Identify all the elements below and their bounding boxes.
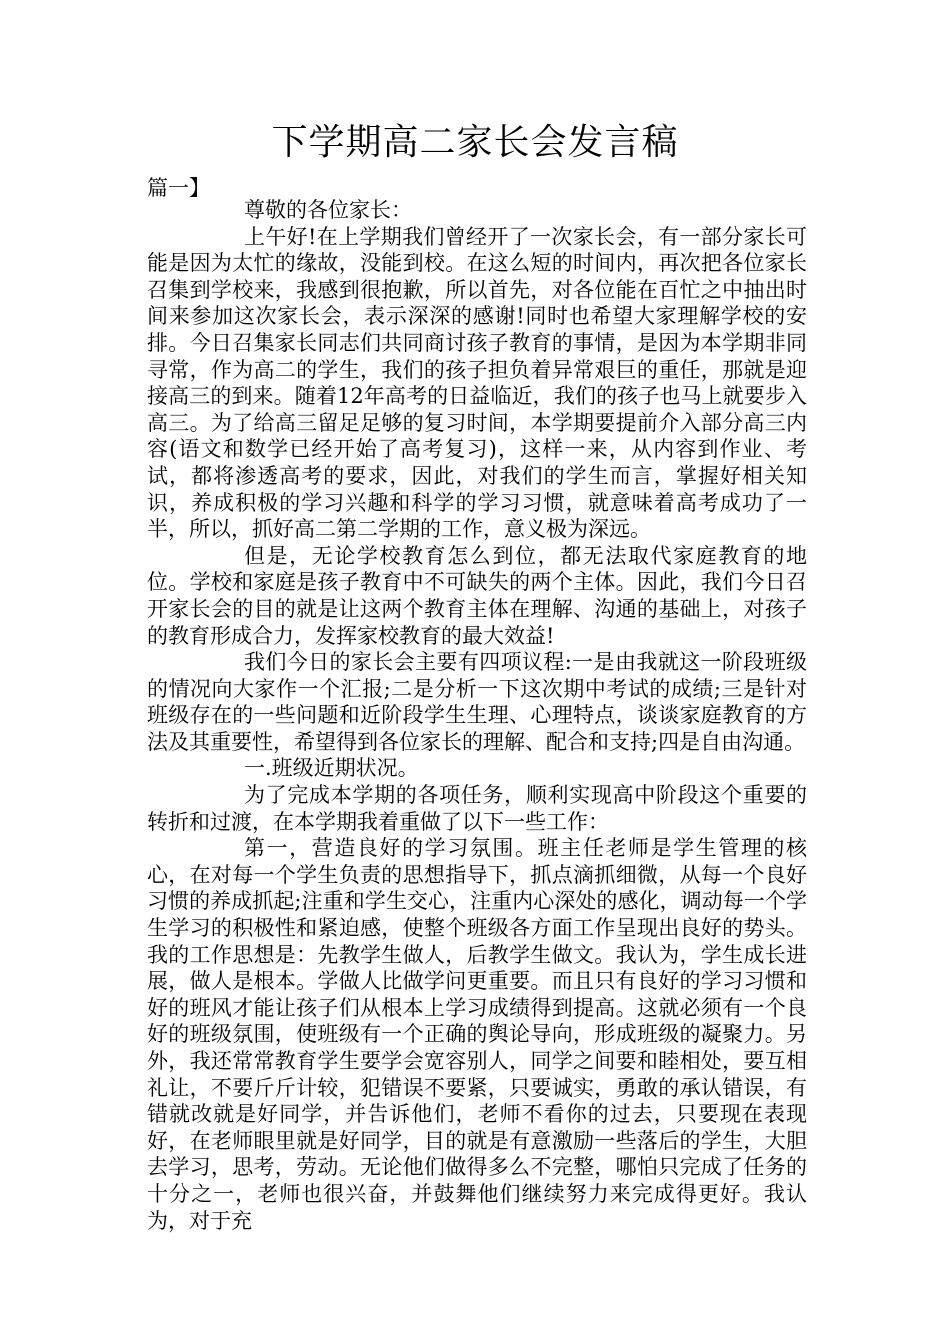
document-body xyxy=(147,197,807,1234)
body-paragraph: 上午好!在上学期我们曾经开了一次家长会，有一部分家长可能是因为太忙的缘故，没能到校。在这么短的时间内，再次把各位家长召集到学校来，我感到很抱歉，所以首先，对各位能在百忙之中抽出时间来参加这次家长会，表示深深的感谢!同时也希望大家理解学校的安排。今日召集家长同志们共同商讨孩子教育的事情，是因为本学期非同寻常，作为高二的学生，我们的孩子担负着异常艰巨的重任，那就是迎接高三的到来。随着12年高考的日益临近，我们的孩子也马上就要步入高三。为了给高三留足足够的复习时间，本学期要提前介入部分高三内容(语文和数学已经开始了高考复习)，这样一来，从内容到作业、考试，都将渗透高考的要求，因此，对我们的学生而言，掌握好相关知识，养成积极的学习兴趣和科学的学习习惯，就意味着高考成功了一半，所以，抓好高二第二学期的工作，意义极为深远。 xyxy=(147,224,807,542)
section-label: 篇一】 xyxy=(147,176,210,200)
body-paragraph: 但是，无论学校教育怎么到位，都无法取代家庭教育的地位。学校和家庭是孩子教育中不可缺失的两个主体。因此，我们今日召开家长会的目的就是让这两个教育主体在理解、沟通的基础上，对孩子的教育形成合力，发挥家校教育的最大效益! xyxy=(147,543,807,648)
body-paragraph: 为了完成本学期的各项任务，顺利实现高中阶段这个重要的转折和过渡，在本学期我着重做了以下一些工作： xyxy=(147,783,807,834)
salutation-paragraph: 尊敬的各位家长： xyxy=(244,198,412,222)
body-paragraph: 第一，营造良好的学习氛围。班主任老师是学生管理的核心，在对每一个学生负责的思想指导下，抓点滴抓细微，从每一个良好习惯的养成抓起;注重和学生交心，注重内心深处的感化，调动每一个学生学习的积极性和紧迫感，使整个班级各方面工作呈现出良好的势头。我的工作思想是：先教学生做人，后教学生做文。我认为，学生成长进展，做人是根本。学做人比做学问更重要。而且只有良好的学习习惯和好的班风才能让孩子们从根本上学习成绩得到提高。这就必须有一个良好的班级氛围，使班级有一个正确的舆论导向，形成班级的凝聚力。另外，我还常常教育学生要学会宽容别人，同学之间要和睦相处，要互相礼让，不要斤斤计较，犯错误不要紧，只要诚实，勇敢的承认错误，有错就改就是好同学，并告诉他们，老师不看你的过去，只要现在表现好，在老师眼里就是好同学，目的就是有意激励一些落后的学生，大胆去学习，思考，劳动。无论他们做得多么不完整，哪怕只完成了任务的十分之一，老师也很兴奋，并鼓舞他们继续努力来完成得更好。我认为，对于充 xyxy=(147,836,807,1233)
body-paragraph: 我们今日的家长会主要有四项议程:一是由我就这一阶段班级的情况向大家作一个汇报;二是分析一下这次期中考试的成绩;三是针对班级存在的一些问题和近阶段学生生理、心理特点，谈谈家庭教育的方法及其重要性，希望得到各位家长的理解、配合和支持;四是自由沟通。 xyxy=(147,650,807,754)
document-title: 下学期高二家长会发言稿 xyxy=(271,122,679,163)
section-heading: 一.班级近期状况。 xyxy=(244,756,419,781)
